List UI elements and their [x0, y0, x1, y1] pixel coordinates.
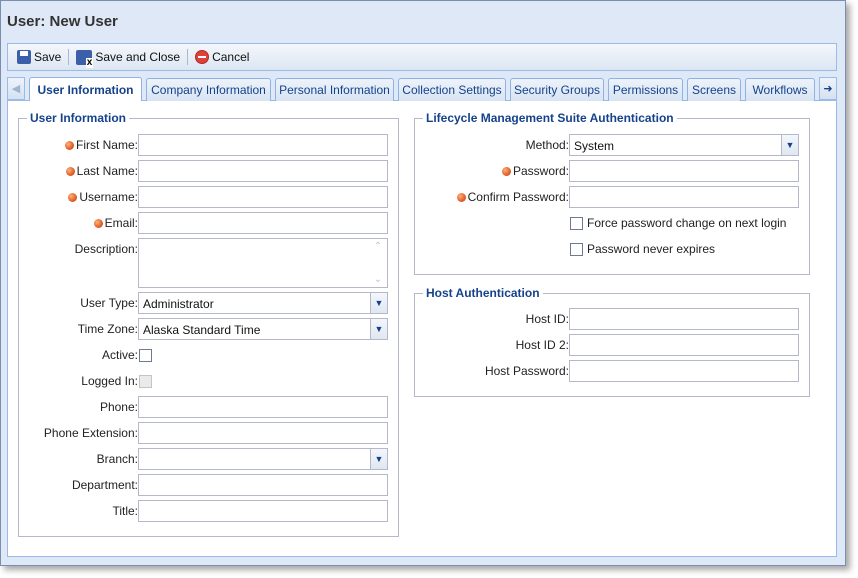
tab-scroll-left-icon[interactable]: ◀ [7, 77, 25, 100]
save-and-close-button[interactable] [71, 46, 185, 68]
chevron-down-icon[interactable]: ▼ [370, 293, 387, 313]
save-button[interactable] [12, 46, 66, 68]
host-password-input[interactable] [569, 360, 799, 382]
title-label: Title: [112, 504, 138, 518]
required-icon [457, 193, 466, 202]
user-type-value: Administrator [143, 297, 214, 311]
tab-permissions[interactable]: Permissions [608, 78, 683, 101]
branch-select[interactable] [138, 448, 388, 470]
first-name-input[interactable] [138, 134, 388, 156]
confirm-password-label: Confirm Password: [457, 190, 569, 204]
time-zone-value: Alaska Standard Time [143, 323, 261, 337]
tab-company-information[interactable]: Company Information [146, 78, 271, 101]
lms-authentication-legend: Lifecycle Management Suite Authentication [426, 111, 674, 125]
password-never-expires-checkbox[interactable] [570, 243, 583, 256]
window-title: User: New User [7, 13, 118, 30]
save-icon [17, 50, 31, 64]
host-id-2-label: Host ID 2: [515, 338, 569, 352]
user-type-label: User Type: [80, 296, 138, 310]
first-name-label: First Name: [65, 138, 138, 152]
active-label: Active: [101, 348, 138, 362]
username-input[interactable] [138, 186, 388, 208]
host-id-input[interactable] [569, 308, 799, 330]
required-icon [502, 167, 511, 176]
phone-extension-input[interactable] [138, 422, 388, 444]
cancel-button[interactable] [190, 46, 254, 68]
phone-extension-label: Phone Extension: [43, 426, 138, 440]
logged-in-label: Logged In: [81, 374, 138, 388]
password-never-expires-label: Password never expires [587, 242, 716, 256]
save-close-label: Save and Close [95, 50, 181, 64]
scroll-down-icon[interactable]: ⌄ [373, 274, 383, 285]
scroll-up-icon[interactable]: ⌃ [373, 241, 383, 252]
required-icon [94, 219, 103, 228]
branch-label: Branch: [96, 452, 138, 466]
required-icon [68, 193, 77, 202]
host-password-label: Host Password: [484, 364, 569, 378]
last-name-input[interactable] [138, 160, 388, 182]
tab-collection-settings[interactable]: Collection Settings [398, 78, 506, 101]
force-password-change-label: Force password change on next login [587, 216, 787, 230]
toolbar-separator [187, 49, 188, 65]
title-input[interactable] [138, 500, 388, 522]
method-select[interactable] [569, 134, 799, 156]
host-authentication-legend: Host Authentication [426, 286, 540, 300]
toolbar-separator [68, 49, 69, 65]
tab-personal-information[interactable]: Personal Information [275, 78, 394, 101]
chevron-down-icon[interactable]: ▼ [370, 319, 387, 339]
force-password-change-checkbox[interactable] [570, 217, 583, 230]
phone-label: Phone: [99, 400, 138, 414]
toolbar [7, 43, 837, 71]
chevron-down-icon[interactable]: ▼ [781, 135, 798, 155]
password-label: Password: [502, 164, 569, 178]
last-name-label: Last Name: [66, 164, 138, 178]
active-checkbox[interactable] [139, 349, 152, 362]
chevron-down-icon[interactable]: ▼ [370, 449, 387, 469]
tab-bar [7, 77, 837, 101]
password-input[interactable] [569, 160, 799, 182]
tab-security-groups[interactable]: Security Groups [510, 78, 604, 101]
required-icon [65, 141, 74, 150]
confirm-password-input[interactable] [569, 186, 799, 208]
method-value: System [574, 139, 615, 153]
host-id-label: Host ID: [525, 312, 569, 326]
save-label: Save [34, 50, 62, 64]
time-zone-label: Time Zone: [77, 322, 138, 336]
logged-in-checkbox [139, 375, 152, 388]
description-label: Description: [74, 242, 138, 256]
time-zone-select[interactable] [138, 318, 388, 340]
method-label: Method: [525, 138, 569, 152]
user-information-legend: User Information [30, 111, 127, 125]
tab-screens[interactable]: Screens [687, 78, 741, 101]
department-label: Department: [71, 478, 138, 492]
username-label: Username: [68, 190, 138, 204]
save-close-icon [76, 50, 92, 65]
email-input[interactable] [138, 212, 388, 234]
description-textarea[interactable] [138, 238, 388, 288]
tab-content-panel [7, 101, 837, 557]
required-icon [66, 167, 75, 176]
user-type-select[interactable] [138, 292, 388, 314]
phone-input[interactable] [138, 396, 388, 418]
tab-workflows[interactable]: Workflows [745, 78, 815, 101]
host-id-2-input[interactable] [569, 334, 799, 356]
textarea-scrollbar[interactable] [371, 241, 385, 285]
department-input[interactable] [138, 474, 388, 496]
email-label: Email: [94, 216, 138, 230]
cancel-icon [195, 50, 209, 64]
tab-scroll-right-icon[interactable]: ➜ [819, 77, 837, 100]
cancel-label: Cancel [212, 50, 250, 64]
tab-user-information[interactable]: User Information [29, 77, 142, 101]
